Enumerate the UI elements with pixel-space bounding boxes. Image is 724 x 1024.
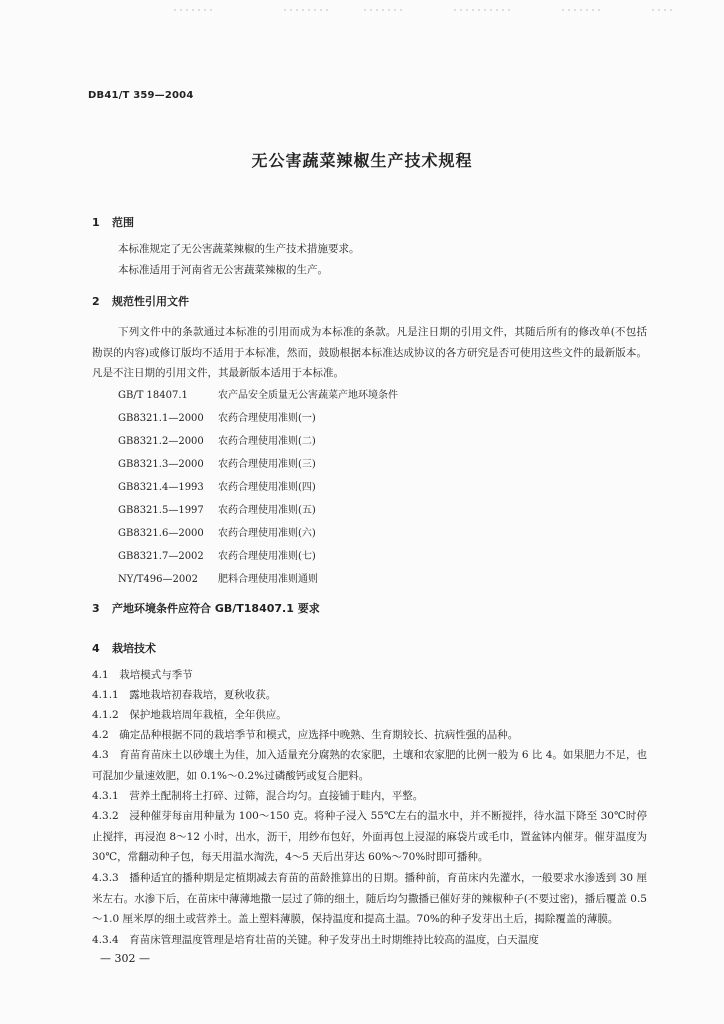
section-title: 产地环境条件应符合 GB/T18407.1 要求 — [112, 602, 320, 615]
reference-name: 肥料合理使用准则通则 — [218, 574, 318, 585]
section-number: 1 — [92, 216, 100, 229]
clause-4-1-2: 4.1.2 保护地栽培周年栽植，全年供应。 — [92, 709, 287, 721]
reference-code: GB/T 18407.1 — [118, 390, 188, 401]
reference-name: 农药合理使用准则(三) — [218, 459, 316, 470]
page-number: — 302 — — [100, 952, 150, 965]
reference-code: GB8321.1—2000 — [118, 413, 204, 424]
section-2-heading — [92, 293, 189, 309]
reference-item — [118, 547, 316, 562]
reference-name: 农药合理使用准则(四) — [218, 482, 316, 493]
section-number: 4 — [92, 642, 100, 655]
section-3-heading — [92, 600, 320, 616]
reference-code: GB8321.4—1993 — [118, 482, 204, 493]
reference-code: GB8321.3—2000 — [118, 459, 204, 470]
reference-item — [118, 386, 398, 401]
clause-4-3-4: 4.3.4 育苗床管理温度管理是培育壮苗的关键。种子发芽出土时期维持比较高的温度，白天温度 — [92, 934, 539, 946]
section-title: 规范性引用文件 — [112, 295, 189, 308]
reference-item — [118, 478, 316, 493]
section-title: 范围 — [112, 216, 134, 229]
reference-item — [118, 432, 316, 447]
clause-4-3-2: 4.3.2 浸种催芽每亩用种量为 100～150 克。将种子浸入 55℃左右的温水中，并不断搅拌，待水温下降至 30℃时停止搅拌，再浸泡 8～12 小时，出水，沥干，用纱布包好，外面再包上浸湿的麻袋片或毛巾，置盆钵内催芽。催芽温度为 30℃，常翻动种子包，每天用温水淘洗，4～5 天后出芽达 60%～70%时即可播种。 — [92, 810, 647, 863]
reference-name: 农药合理使用准则(二) — [218, 436, 316, 447]
reference-name: 农药合理使用准则(五) — [218, 505, 316, 516]
scan-noise — [282, 9, 330, 11]
section-number: 2 — [92, 295, 100, 308]
standard-code: DB41/T 359—2004 — [88, 90, 194, 101]
reference-code: GB8321.7—2002 — [118, 551, 204, 562]
scan-noise — [452, 9, 512, 11]
scan-noise — [560, 9, 604, 11]
section-1-heading — [92, 214, 134, 230]
clause-4-3-3: 4.3.3 播种适宜的播种期是定植期减去育苗的苗龄推算出的日期。播种前，育苗床内先灌水，一般要求水渗透到 30 厘米左右。水渗下后，在苗床中薄薄地撒一层过了筛的细土，随后均匀撒播已催好芽的辣椒种子(不要过密)，播后覆盖 0.5～1.0 厘米厚的细土或营养土。盖上塑料薄膜，保持温度和提高土温。70%的种子发芽出土后，揭除覆盖的薄膜。 — [92, 872, 647, 925]
scan-noise — [362, 9, 406, 11]
reference-name: 农药合理使用准则(六) — [218, 528, 316, 539]
reference-item — [118, 524, 316, 539]
clause-4-1-1: 4.1.1 露地栽培初春栽培，夏秋收获。 — [92, 689, 277, 701]
reference-name: 农药合理使用准则(一) — [218, 413, 316, 424]
scan-noise — [172, 9, 212, 11]
clause-4-1: 4.1 栽培模式与季节 — [92, 669, 193, 681]
reference-item — [118, 501, 316, 516]
section-4-heading — [92, 640, 156, 656]
reference-code: GB8321.5—1997 — [118, 505, 204, 516]
reference-code: GB8321.6—2000 — [118, 528, 204, 539]
document-title: 无公害蔬菜辣椒生产技术规程 — [251, 151, 473, 170]
reference-name: 农产品安全质量无公害蔬菜产地环境条件 — [218, 390, 398, 401]
section-title: 栽培技术 — [112, 642, 156, 655]
scan-noise — [650, 9, 674, 11]
clause-4-2: 4.2 确定品种根据不同的栽培季节和模式，应选择中晚熟、生育期较长、抗病性强的品种。 — [92, 729, 519, 741]
section-number: 3 — [92, 602, 100, 615]
section-1-line-2: 本标准适用于河南省无公害蔬菜辣椒的生产。 — [118, 264, 328, 276]
section-2-intro: 下列文件中的条款通过本标准的引用而成为本标准的条款。凡是注日期的引用文件，其随后所有的修改单(不包括勘误的内容)或修订版均不适用于本标准，然而，鼓励根据本标准达成协议的各方研究是否可使用这些文件的最新版本。凡是不注日期的引用文件，其最新版本适用于本标准。 — [92, 326, 647, 379]
reference-item — [118, 455, 316, 470]
section-1-line-1: 本标准规定了无公害蔬菜辣椒的生产技术措施要求。 — [118, 243, 360, 255]
clause-4-3-1: 4.3.1 营养土配制将土打碎、过筛，混合均匀。直接铺于畦内，平整。 — [92, 790, 424, 802]
reference-item — [118, 570, 318, 585]
reference-code: GB8321.2—2000 — [118, 436, 204, 447]
reference-item — [118, 409, 316, 424]
reference-name: 农药合理使用准则(七) — [218, 551, 316, 562]
reference-code: NY/T496—2002 — [118, 574, 198, 585]
clause-4-3: 4.3 育苗育苗床土以砂壤土为佳，加入适量充分腐熟的农家肥，土壤和农家肥的比例一般为 6 比 4。如果肥力不足，也可混加少量速效肥，如 0.1%～0.2%过磷酸钙或复合肥料。 — [92, 749, 647, 782]
